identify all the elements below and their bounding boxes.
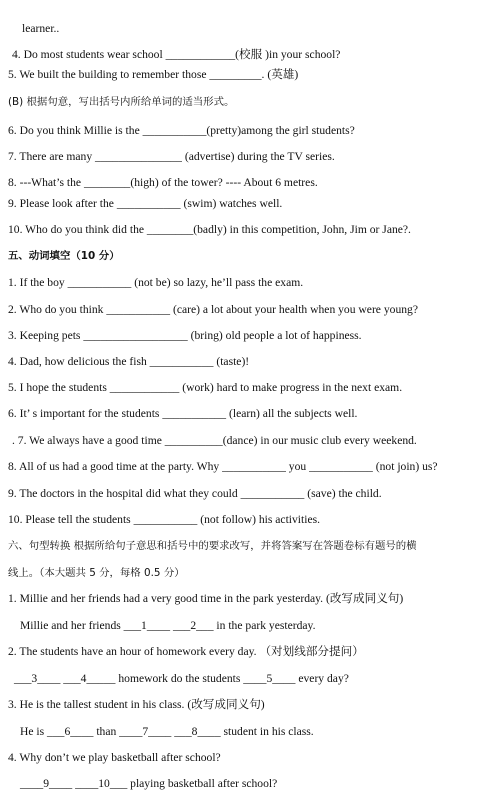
question-line: 6. It’ s important for the students ___________ (learn) all the subjects well. (8, 407, 358, 420)
text-line: learner.. (22, 22, 60, 35)
section-heading-continued: 线上。（本大题共 5 分，每格 0.5 分） (8, 567, 185, 579)
question-line: 1. Millie and her friends had a very good time in the park yesterday. (改写成同义句) (8, 592, 404, 605)
answer-line: He is ___6____ than ____7____ ___8____ student in his class. (20, 725, 314, 738)
section-heading: 六、句型转换 根据所给句子意思和括号中的要求改写，并将答案写在答题卷标有题号的横 (8, 540, 417, 552)
question-line: 5. We built the building to remember those _________. (英雄) (8, 68, 299, 81)
question-line: 3. Keeping pets __________________ (bring) old people a lot of happiness. (8, 329, 362, 342)
question-line: 8. All of us had a good time at the party. Why ___________ you ___________ (not join) us? (8, 460, 438, 473)
question-line: 4. Do most students wear school ____________(校服 )in your school? (12, 48, 341, 61)
question-line: 9. The doctors in the hospital did what they could ___________ (save) the child. (8, 487, 382, 500)
question-line: 3. He is the tallest student in his class. (改写成同义句) (8, 698, 265, 711)
question-line: 4. Dad, how delicious the fish ___________ (taste)! (8, 355, 250, 368)
answer-line: ___3____ ___4_____ homework do the students ____5____ every day? (14, 672, 349, 685)
question-line: 9. Please look after the ___________ (swim) watches well. (8, 197, 283, 210)
question-line: 4. Why don’t we play basketball after school? (8, 751, 221, 764)
question-line: 6. Do you think Millie is the ___________(pretty)among the girl students? (8, 124, 355, 137)
question-line: 8. ---What’s the ________(high) of the tower? ---- About 6 metres. (8, 176, 318, 189)
question-line: 2. The students have an hour of homework every day. （对划线部分提问） (8, 645, 364, 658)
question-line: 10. Who do you think did the ________(badly) in this competition, John, Jim or Jane?. (8, 223, 411, 236)
question-line: 2. Who do you think ___________ (care) a lot about your health when you were young? (8, 303, 418, 316)
section-heading: (B) 根据句意，写出括号内所给单词的适当形式。 (8, 96, 235, 108)
question-line: . 7. We always have a good time __________(dance) in our music club every weekend. (12, 434, 417, 447)
question-line: 7. There are many _______________ (advertise) during the TV series. (8, 150, 335, 163)
answer-line: ____9____ ____10___ playing basketball after school? (20, 777, 278, 790)
section-heading: 五、动词填空（10 分） (8, 250, 120, 262)
question-line: 10. Please tell the students ___________ (not follow) his activities. (8, 513, 321, 526)
question-line: 5. I hope the students ____________ (work) hard to make progress in the next exam. (8, 381, 403, 394)
question-line: 1. If the boy ___________ (not be) so lazy, he’ll pass the exam. (8, 276, 304, 289)
answer-line: Millie and her friends ___1____ ___2___ in the park yesterday. (20, 619, 316, 632)
